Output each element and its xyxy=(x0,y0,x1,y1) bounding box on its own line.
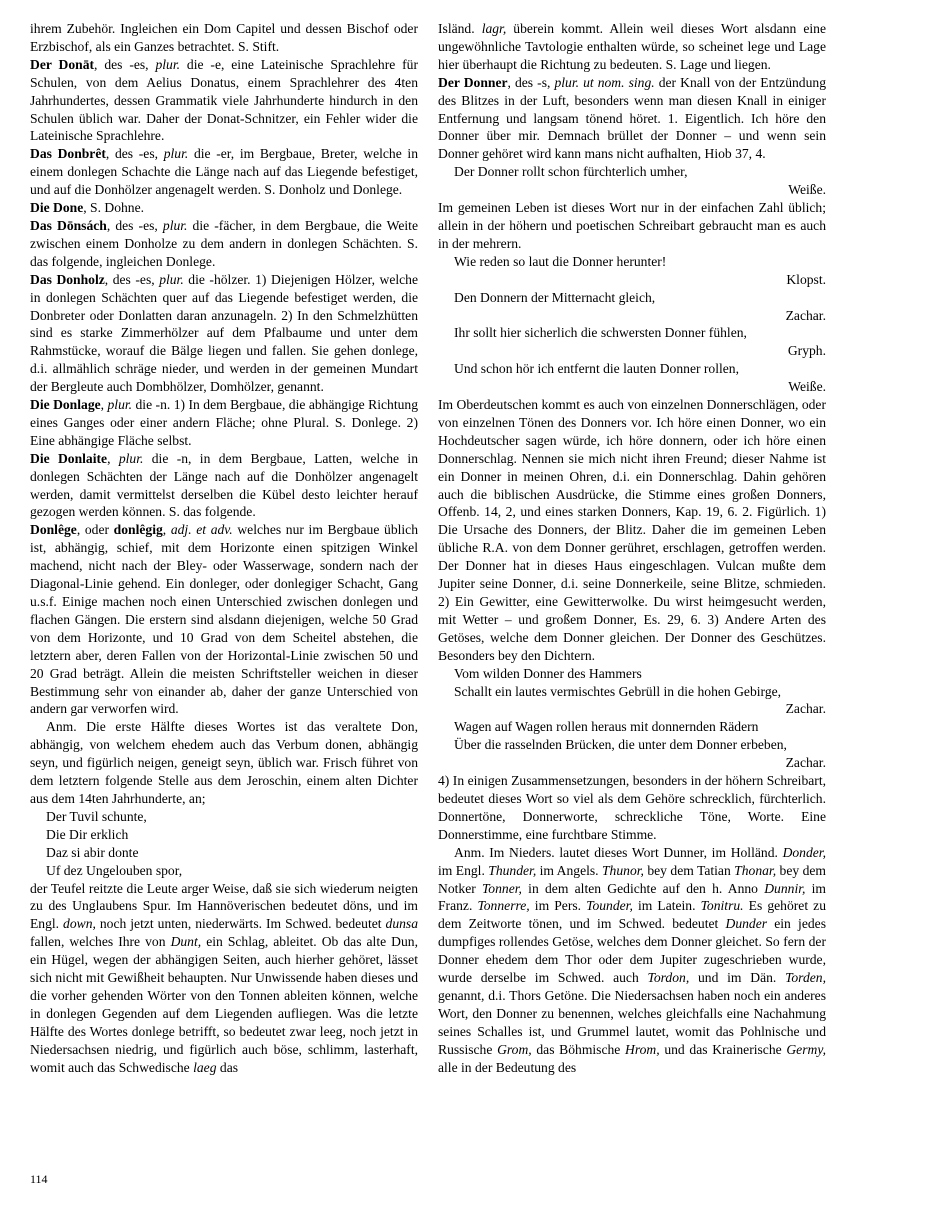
verse-line: Ihr sollt hier sicherlich die schwersten Donner fühlen, xyxy=(454,325,747,341)
right-column xyxy=(438,20,826,1076)
entry-donat: Der Donāt, des -es, plur. die -e, eine Lateinische Sprachlehre für Schulen, von dem Aelius Donatus, einem Sprachlehrer des 4ten Jahrhundertes, dessen Grammatik viele Jahrhunderte hindurch in den Schulen üblich war. Daher der Donat-Schnitzer, ein Fehler wider die Lateinische Sprachlehre. xyxy=(30,56,418,144)
verse-line: Über die rasselnden Brücken, die unter dem Donner erbeben, xyxy=(454,737,787,753)
note-continuation: der Teufel reitzte die Leute arger Weise, daß sie sich wiederum neigten zu des Unglaubens Spur. Im Hannöverischen bedeutet döns, und im Engl. down, noch jetzt unten, niederwärts. Im Schwed. bedeutet dunsa fallen, welches Ihre von Dunt, ein Schlag, ableitet. Ob das alte Dun, ein Hügel, wegen der abhängigen Seiten, auch hierher gehöret, lässet sich nicht mit Gewißheit behaupten. Nur Unwissende haben dieses und die vorher gehenden Wörter von den Tonnen ableiten können, welche in donlegen Gegenden auf dem Liegenden aufliegen. Was die letzte Hälfte des Wortes donlege betrifft, so bedeutet zwar leeg, noch jetzt in Niedersachsen niedrig, und figürlich auch böse, schlimm, lasterhaft, womit auch das Schwedische laeg das xyxy=(30,880,418,1075)
note-paragraph: Anm. Die erste Hälfte dieses Wortes ist das veraltete Don, abhängig, von welchem ehedem auch das Verbum donen, abhängig seyn, und figürlich neigen, geneigt seyn, üblich war. Frisch führet von dem letztern folgende Stelle aus dem Jeroschin, einem alten Dichter aus dem 14ten Jahrhunderte, an; xyxy=(30,719,418,806)
paragraph: Im gemeinen Leben ist dieses Wort nur in der einfachen Zahl üblich; allein in der höhern und poetischen Schreibart gebraucht man es auch in der mehrern. xyxy=(438,200,826,251)
verse-author: Klopst. xyxy=(786,271,826,287)
verse-line: Der Donner rollt schon fürchterlich umher, xyxy=(454,164,688,180)
entry-donlage: Die Donlage, plur. die -n. 1) In dem Bergbaue, die abhängige Richtung eines Ganges oder einer andern Fläche; ohne Plural. S. Donlege. 2) Eine abhängige Fläche selbst. xyxy=(30,397,418,448)
verse-line: Der Tuvil schunte, xyxy=(46,808,147,824)
verse-line: Wagen auf Wagen rollen heraus mit donnernden Rädern xyxy=(454,719,759,735)
verse-line: Uf dez Ungelouben spor, xyxy=(46,862,183,878)
entry-done: Die Done, S. Dohne. xyxy=(30,200,145,216)
verse-author: Zachar. xyxy=(785,755,826,771)
paragraph: 4) In einigen Zusammensetzungen, besonders in der höhern Schreibart, bedeutet dieses Wort so viel als dem Gehöre schrecklich, fürchterlich. Donnertöne, Donnerworte, schreckliche Töne, Worte. Eine Donnerstimme, eine furchtbare Stimme. xyxy=(438,773,826,842)
entry-donbret: Das Donbrêt, des -es, plur. die -er, im Bergbaue, Breter, welche in einem donlegen Schachte die Länge nach auf das Liegende befestiget, und auf die Donhölzer angenagelt werden. S. Donholz und Donlege. xyxy=(30,146,418,198)
verse-author: Weiße. xyxy=(788,182,826,198)
verse-author: Zachar. xyxy=(785,307,826,323)
entry-donholz: Das Donholz, des -es, plur. die -hölzer. 1) Diejenigen Hölzer, welche in donlegen Schächten quer auf das Liegende befestiget werden, die Donbreter oder Donlatten daran anzunageln. 2) In den Schmelzhütten sind es starke Zimmerhölzer auf dem Pfalbaume und unter dem Rahmstücke, worauf die Bälge liegen und fallen. Sie gehen donlege, d.i. allmählich schräge nieder, und werden in der gemeinen Mundart der Bergleute auch Dombhölzer, Domhölzer, genannt. xyxy=(30,271,419,395)
verse-line: Und schon hör ich entfernt die lauten Donner rollen, xyxy=(454,361,740,377)
left-column xyxy=(30,20,418,1076)
verse-line: Die Dir erklich xyxy=(46,826,129,842)
entry-continuation: Isländ. lagr, überein kommt. Allein weil dieses Wort alsdann eine ungewöhnliche Tavtologie enthalten würde, so scheinet lege und Lage hier überhaupt die Richtung zu bedeuten. S. Lage und liegen. xyxy=(438,21,826,72)
verse-line: Schallt ein lautes vermischtes Gebrüll in die hohen Gebirge, xyxy=(454,683,782,699)
entry-donner: Der Donner, des -s, plur. ut nom. sing. der Knall von der Entzündung des Blitzes in der Luft, besonders wenn man diesen Knall in einiger Entfernung und langsam tönend höret. 1. Eigentlich. Ich höre den Donner über mir. Demnach brüllet der Donner – und wenn sein Donner gehöret wird kann mans nicht aufhalten, Hiob 37, 4. xyxy=(438,74,826,162)
paragraph: Im Oberdeutschen kommt es auch von einzelnen Donnerschlägen, oder von einzelnen Tönen des Donners vor. Ich höre einen Donner, wo ein Hochdeutscher sagen würde, ich höre donnern, oder ich höre einen Donnerschlag. Nennen sie mich nicht ihren Freund; dieser Nahme ist ein Donner in meinen Ohren, d.i. ein Donnerschlag. Dahin gehören auch die biblischen Ausdrücke, die Stimme eines großen Donners, Offenb. 14, 2, und eines starken Donners, Kap. 19, 6. 2. Figürlich. 1) Die Ursache des Donners, der Blitz. Daher die im gemeinen Leben übliche R.A. von dem Donner gerühret, erschlagen, getroffen werden. Der Donner hat in dieses Haus eingeschlagen. Vulcan mußte dem Jupiter seine Donner, d.i. seine Donnerkeile, seine Blitze, schmieden. 2) Ein Gewitter, eine Gewitterwolke. Du wirst heimgesucht werden, mit Wetter – und großem Donner, Es. 29, 6. 3) Andere Arten des Getöses, welche dem Donner gleichen. Der Donner des Geschützes. Besonders bey den Dichtern. xyxy=(438,397,826,663)
verse-line: Den Donnern der Mitternacht gleich, xyxy=(454,289,656,305)
verse-author: Weiße. xyxy=(788,379,826,395)
entry-donsach: Das Dōnsách, des -es, plur. die -fächer, in dem Bergbaue, die Weite zwischen einem Donholze zu dem andern in donlegen Schächten. S. das folgende, ingleichen Donlege. xyxy=(30,217,418,269)
note-paragraph: Anm. Im Nieders. lautet dieses Wort Dunner, im Holländ. Donder, im Engl. Thunder, im Angels. Thunor, bey dem Tatian Thonar, bey dem Notker Tonner, in dem alten Gedichte auf den h. Anno Dunnir, im Franz. Tonnerre, im Pers. Tounder, im Latein. Tonitru. Es gehöret zu dem Zeitworte tönen, und im Schwed. bedeutet Dunder ein jedes dumpfiges rollendes Getöse, welches dem Donner gleichet. So fern der Donner ehedem dem Thor oder dem Jupiter zugeschrieben wurde, wurde derselbe im Schwed. auch Tordon, und im Dän. Torden, genannt, d.i. Thors Getöne. Die Niedersachsen haben noch ein anderes Wort, den Donner zu benennen, welches gleichfalls eine Nachahmung seines Schalles ist, und Grummel lautet, womit das Pohlnische und Russische Grom, das Böhmische Hrom, und das Krainerische Germy, alle in der Bedeutung des xyxy=(438,844,827,1075)
verse-line: Vom wilden Donner des Hammers xyxy=(454,665,642,681)
verse-line: Wie reden so laut die Donner herunter! xyxy=(454,253,667,269)
verse-author: Zachar. xyxy=(785,701,826,717)
entry-donlaite: Die Donlaite, plur. die -n, in dem Bergbaue, Latten, welche in donlegen Schächten der Länge nach auf die Donhölzer angenagelt werden, damit vermittelst derselben die Kübel desto leichter herauf gezogen werden können. S. das folgende. xyxy=(30,450,418,520)
entry-donlege: Donlêge, oder donlêgig, adj. et adv. welches nur im Bergbaue üblich ist, abhängig, schief, mit dem Horizonte einen spitzigen Winkel machend, nicht nach der Bley- oder Wasserwage, sondern nach der Diagonal-Linie gehend. Ein donleger, oder donlegiger Schacht, Gang u.s.f. Einige machen noch einen Unterschied zwischen donlegen und flachen Gängen. Die erstern sind alsdann diejenigen, welche 50 Grad von dem Horizonte, und 10 Grad von dem Scheitel abstehen, die letztern aber, deren Fallen von der Horizontal-Linie zwischen 50 und 20 Grad beträgt. Allein die meisten Schriftsteller weichen in dieser Bestimmung sehr von einander ab, daher der ganze Unterschied von andern gar verworfen wird. xyxy=(30,522,418,717)
verse-author: Gryph. xyxy=(787,343,826,359)
page-number: 114 xyxy=(30,1172,48,1186)
entry-text: ihrem Zubehör. Ingleichen ein Dom Capitel und dessen Bischof oder Erzbischof, als ein Ganzes betrachtet. S. Stift. xyxy=(30,21,418,54)
verse-line: Daz si abir donte xyxy=(46,844,139,860)
